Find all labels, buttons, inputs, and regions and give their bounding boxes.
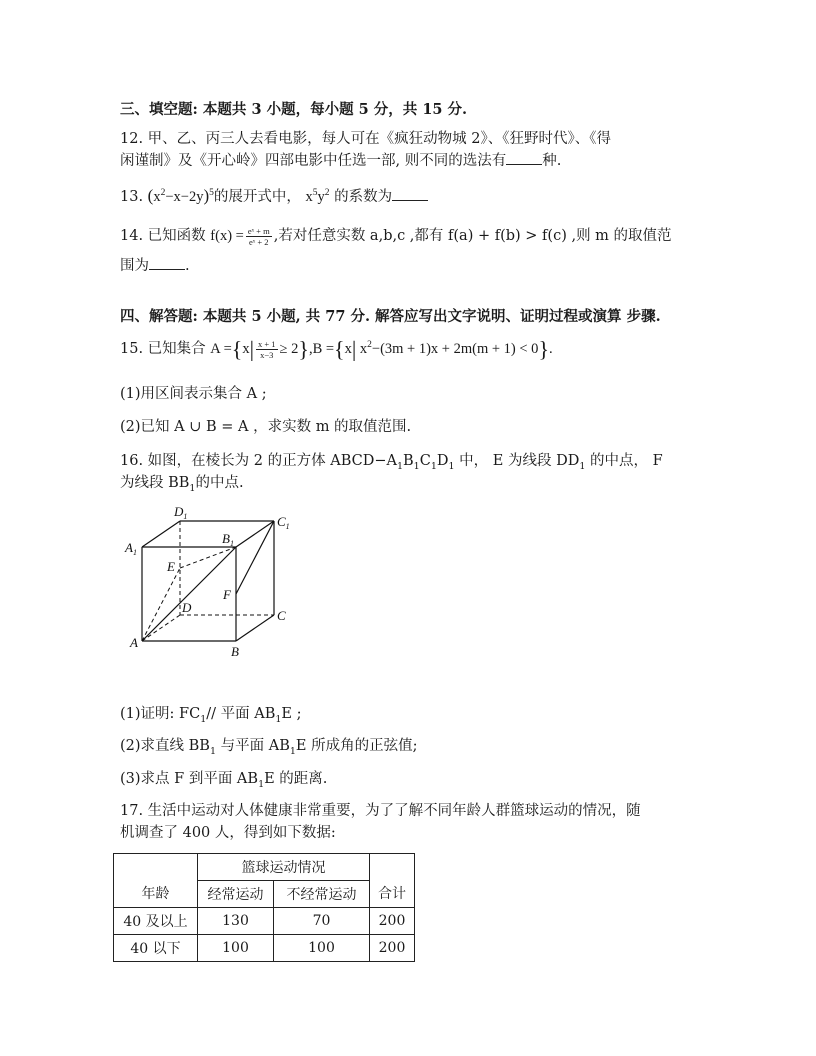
q14-line1 — [120, 225, 672, 247]
q15-part1: (1)用区间表示集合 A ; — [120, 386, 267, 402]
label-a: A — [130, 635, 138, 650]
label-b: B — [231, 644, 239, 659]
q16-part2: (2)求直线 $BB_1$ 与平面 $AB_1E$ 所成角的正弦值; — [120, 738, 418, 757]
section-3-heading: 三、填空题: 本题共 3 小题，每小题 5 分，共 15 分. — [120, 101, 468, 118]
label-f: F — [223, 587, 231, 602]
edge-ad-hidden — [142, 615, 180, 641]
segment-ae-hidden — [142, 568, 180, 641]
label-d1: $D_1$ — [174, 504, 188, 521]
q12-line2 — [120, 150, 561, 172]
section-4-heading: 四、解答题: 本题共 5 小题, 共 77 分. 解答应写出文字说明、证明过程或演算 步骤. — [120, 308, 661, 325]
segment-fc1 — [236, 521, 274, 594]
q13 — [120, 185, 428, 208]
q15-prefix: 15. 已知集合 — [120, 341, 206, 357]
table-header-group: 篮球运动情况 — [198, 854, 370, 881]
q16-part2-mid: 与平面 AB — [220, 738, 290, 754]
q13-mid: 的展开式中， — [213, 189, 301, 205]
label-d: D — [182, 600, 192, 615]
segment-eb1-hidden — [180, 547, 236, 568]
q15-fraction — [256, 339, 278, 360]
q12-line1: 12. 甲、乙、丙三人去看电影，每人可在《疯狂动物城 2》、《狂野时代》、《得 — [120, 131, 612, 147]
q14-frac-den: eˣ + 2 — [249, 236, 269, 247]
q16-part1: (1)证明: $FC_1//$ 平面 $AB_1E$ ; — [120, 706, 302, 725]
table-header-total: 合计 — [370, 854, 415, 908]
q13-answer-blank — [392, 186, 428, 201]
q16-part2-end: E 所成角的正弦值; — [295, 738, 418, 754]
q16-part3-text: (3)求点 F 到平面 AB — [120, 771, 259, 787]
table-cell-total: 200 — [370, 908, 415, 935]
cube-figure — [120, 502, 310, 662]
q16-line1-mid: 中， E 为线段 DD — [459, 453, 580, 469]
table-header-often: 经常运动 — [198, 881, 274, 908]
q14-line2: 围为 . — [120, 255, 190, 277]
edge-a1d1 — [142, 521, 180, 547]
q15-set-a: A ={x| — [210, 336, 254, 362]
q16-line1-text: 16. 如图，在棱长为 2 的正方体 ABCD−A — [120, 453, 397, 469]
q14-fraction — [246, 226, 272, 247]
q13-end: 的系数为 — [334, 189, 393, 205]
q16-part1-end: E ; — [281, 706, 302, 722]
q12-answer-blank — [506, 150, 542, 165]
label-c: C — [277, 608, 286, 623]
q15-set-a-end: ≥ 2},B ={x| $x^2-(3m + 1)x + 2m(m + 1) < 0$}. — [279, 336, 553, 362]
q16-line1: 16. 如图，在棱长为 2 的正方体 $ABCD-A_1B_1C_1D_1$ 中， E 为线段 $DD_1$ 的中点， F — [120, 453, 663, 472]
segment-ab1 — [142, 547, 236, 641]
q14-function: f(x) = — [210, 228, 244, 244]
label-b1: $B_1$ — [222, 531, 234, 548]
table-cell-not-often: 100 — [274, 935, 370, 962]
table-row — [114, 908, 415, 935]
edge-bc — [236, 615, 274, 641]
q13-expression: $(x^2-x-2y)^5$ — [147, 186, 214, 205]
q16-part3-end: E 的距离. — [264, 771, 328, 787]
table-header-not-often: 不经常运动 — [274, 881, 370, 908]
q14-frac-num: eˣ + m — [247, 225, 270, 236]
q12-line2-end: 种. — [542, 153, 562, 169]
q15-line1 — [120, 338, 553, 361]
q14-line2-text: 围为 — [120, 258, 149, 274]
q16-part1-mid: // 平面 AB — [206, 706, 276, 722]
q16-line2: 为线段 $BB_1$的中点. — [120, 475, 244, 494]
q15-frac-den: x−3 — [260, 349, 274, 360]
table-cell-often: 130 — [198, 908, 274, 935]
q15-frac-num: x + 1 — [257, 338, 276, 349]
label-c1: $C_1$ — [277, 514, 290, 531]
label-e: E — [167, 559, 175, 574]
edge-b1c1 — [236, 521, 274, 547]
q17-data-table — [113, 853, 415, 962]
table-cell-age: 40 以下 — [114, 935, 198, 962]
q16-line2-text: 为线段 BB — [120, 475, 190, 491]
q14-mid: ,若对任意实数 a,b,c ,都有 f(a) + f(b) > f(c) ,则 m 的取值范 — [273, 228, 672, 244]
q16-part2-text: (2)求直线 BB — [120, 738, 210, 754]
table-cell-often: 100 — [198, 935, 274, 962]
q15-part2: (2)已知 A ∪ B = A ，求实数 m 的取值范围. — [120, 419, 412, 435]
q13-prefix: 13. — [120, 189, 144, 205]
table-cell-age: 40 及以上 — [114, 908, 198, 935]
q14-answer-blank — [149, 255, 185, 270]
q16-part3: (3)求点 F 到平面 $AB_1E$ 的距离. — [120, 771, 328, 790]
label-a1: $A_1$ — [125, 540, 137, 557]
table-row — [114, 935, 415, 962]
q17-line1: 17. 生活中运动对人体健康非常重要，为了了解不同年龄人群篮球运动的情况，随 — [120, 803, 641, 819]
q13-term: $x^5y^2$ — [305, 188, 330, 205]
q16-line2-end: 的中点. — [195, 475, 244, 491]
q16-line1-end: 的中点， F — [590, 453, 663, 469]
table-cell-not-often: 70 — [274, 908, 370, 935]
table-header-age: 年龄 — [114, 854, 198, 908]
q16-part1-text: (1)证明: FC — [120, 706, 201, 722]
q17-line2: 机调查了 400 人，得到如下数据: — [120, 825, 336, 841]
table-cell-total: 200 — [370, 935, 415, 962]
q14-prefix: 14. 已知函数 — [120, 228, 206, 244]
q12-line2-text: 闲谨制》及《开心岭》四部电影中任选一部, 则不同的选法有 — [120, 153, 507, 169]
